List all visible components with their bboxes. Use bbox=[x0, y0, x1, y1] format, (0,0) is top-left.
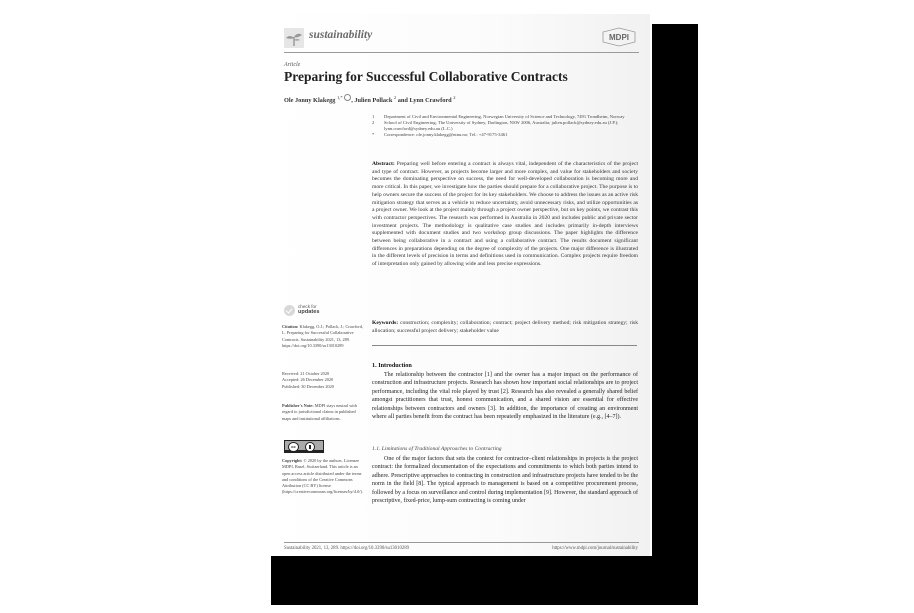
citation-block bbox=[282, 324, 364, 349]
subsection-heading: 1.1. Limitations of Traditional Approaches to Contracting bbox=[372, 446, 502, 452]
mdpi-logo-icon bbox=[601, 27, 637, 47]
article-type: Article bbox=[284, 62, 301, 68]
abstract-text: Preparing well before entering a contract is always vital, independent of the characteristics of the project and type of contract. However, as projects become larger and more complex, and value for stakeholders and society becomes the dominating perspective on success, the need for well-developed collaboration is becoming more and more critical. In this paper, we investigate how the parties should prepare for a collaborative project. The purpose is to help owners secure the success of the project for its key stakeholders. We choose to address the issues as an active risk mitigation strategy that serves as a vehicle to reduce uncertainty, avoid unnecessary risks, and utilize opportunities as a project owner. We look at the project mainly through a project owner perspective, but on key points, we contrast this with contractor perspectives. The research was performed in Australia in 2020 and includes public and private sector investment projects. The methodology is qualitative case studies and includes primarily in-depth interviews supplemented with document studies and two workshop group discussions. The paper highlights the difference between being collaborative in a contract and using a collaborative contract. The results document significant differences in preparations depending on the degree of complexity of the projects. One major difference is illustrated in the different levels of precision in terms and definitions used in communication. Complex projects require freedom of interpretation only gained by allowing wide and less precise expressions. bbox=[372, 161, 638, 268]
subsection-body bbox=[372, 455, 638, 505]
author-affil-mark: 2 bbox=[393, 94, 397, 100]
author-affil-mark: 2 bbox=[453, 94, 456, 100]
journal-header bbox=[284, 26, 639, 53]
affiliation-item bbox=[372, 132, 637, 138]
cc-by-license-icon[interactable] bbox=[284, 440, 324, 453]
paragraph: The relationship between the contractor [1] and the owner has a major impact on the performance of construction and infrastructure projects. Research has shown how important social relationships are to project performance, including the vital role played by trust [2]. Research has also revealed a generally shared belief amongst practitioners that trust, honest communication, and a shared vision are essential for effective relationships between contractors and owners [3]. In addition, the importance of creating an environment where all parties benefit from the contract has been repeatedly emphasized in the literature (e.g., [4–7]). bbox=[372, 372, 638, 421]
page-shadow-bottom bbox=[271, 556, 698, 605]
svg-text:MDPI: MDPI bbox=[609, 33, 629, 42]
author-affil-mark: 1,* bbox=[337, 94, 343, 100]
affiliations bbox=[372, 114, 637, 138]
paper-page bbox=[272, 14, 650, 556]
author-name: Ole Jonny Klakegg bbox=[284, 97, 336, 104]
affiliation-text: Department of Civil and Environmental Engineering, Norwegian University of Science and Technology, 7491 Trondheim, Norway bbox=[384, 114, 625, 119]
attribution-person-icon bbox=[305, 442, 315, 452]
copyright-text: © 2020 by the authors. Licensee MDPI, Basel, Switzerland. This article is an open access article distributed under the terms and conditions of the Creative Commons Attribution (CC BY) license (https://creativecommons.org/licenses/by/4.0/). bbox=[282, 458, 363, 495]
affiliation-text: School of Civil Engineering, The University of Sydney, Darlington, NSW 2006, Australia; julien.pollack@sydney.edu.au (J.P.); lynn.crawford@sydney.edu.au (L.C.) bbox=[384, 120, 619, 131]
author-separator: and bbox=[396, 97, 410, 104]
keywords bbox=[372, 320, 638, 335]
paper-title: Preparing for Successful Collaborative Contracts bbox=[284, 69, 568, 84]
journal-name: sustainability bbox=[309, 29, 373, 41]
paragraph: One of the major factors that sets the context for contractor–client relationships in projects is the project contract: the formalized documentation of the expectations and commitments to which both parties intend to adhere. Prescriptive approaches to contracting in construction and infrastructure projects have tended to be the norm in the field [8]. The typical approach to management is based on a competitive procurement process, followed by a focus on surveillance and control during implementation [9]. However, the standard approach of prescriptive, fixed-price, lump-sum contracting is coming under bbox=[372, 456, 638, 505]
section-heading-introduction: 1. Introduction bbox=[372, 362, 412, 369]
check-updates-text: updates bbox=[298, 309, 320, 315]
accepted-date: Accepted: 26 December 2020 bbox=[282, 377, 334, 383]
affiliation-marker: * bbox=[372, 132, 375, 137]
correspondence-text: Correspondence: ole.jonny.klakegg@ntnu.no; Tel.: +47-9175-3461 bbox=[384, 132, 508, 137]
publisher-note-label: Publisher's Note: bbox=[282, 403, 314, 408]
author-name: Lynn Crawford bbox=[409, 97, 452, 104]
check-updates-text: check for bbox=[298, 304, 317, 309]
footer-doi[interactable]: Sustainability 2021, 13, 289. https://doi.org/10.3390/su13010289 bbox=[284, 546, 410, 551]
publisher-note-text: MDPI stays neutral with regard to jurisdictional claims in published maps and institutional affiliations. bbox=[282, 403, 357, 421]
check-for-updates-badge[interactable] bbox=[284, 304, 334, 318]
keywords-label: Keywords: bbox=[372, 320, 399, 326]
footer-journal-url[interactable]: https://www.mdpi.com/journal/sustainability bbox=[552, 546, 638, 551]
author-separator: , bbox=[351, 97, 355, 104]
author-name: Julien Pollack bbox=[354, 97, 393, 104]
abstract bbox=[372, 161, 638, 269]
footer-divider bbox=[284, 542, 639, 543]
published-date: Published: 30 December 2020 bbox=[282, 383, 334, 389]
page-shadow-right bbox=[652, 24, 698, 605]
copyright-block bbox=[282, 458, 364, 496]
copyright-label: Copyright: bbox=[282, 458, 303, 463]
publisher-note bbox=[282, 403, 364, 422]
author-list bbox=[284, 94, 455, 104]
sustainability-plant-icon bbox=[284, 28, 304, 48]
introduction-body bbox=[372, 371, 638, 421]
section-divider bbox=[372, 345, 637, 346]
check-icon bbox=[284, 305, 295, 316]
affiliation-item bbox=[372, 120, 637, 132]
affiliation-marker: 2 bbox=[372, 120, 375, 125]
publication-dates bbox=[282, 371, 364, 390]
creative-commons-icon: cc bbox=[288, 442, 299, 452]
abstract-label: Abstract: bbox=[372, 161, 395, 167]
affiliation-marker: 1 bbox=[372, 114, 375, 119]
keywords-text: construction; complexity; collaboration; contract; project delivery method; risk mitigation strategy; risk allocation; successful project delivery; stakeholder value bbox=[372, 320, 638, 334]
citation-text: Klakegg, O.J.; Pollack, J.; Crawford, L. Preparing for Successful Collaborative Contracts. Sustainability 2021, 13, 289. https://doi.org/10.3390/su13010289 bbox=[282, 324, 364, 348]
citation-label: Citation: bbox=[282, 324, 299, 329]
received-date: Received: 21 October 2020 bbox=[282, 371, 330, 376]
